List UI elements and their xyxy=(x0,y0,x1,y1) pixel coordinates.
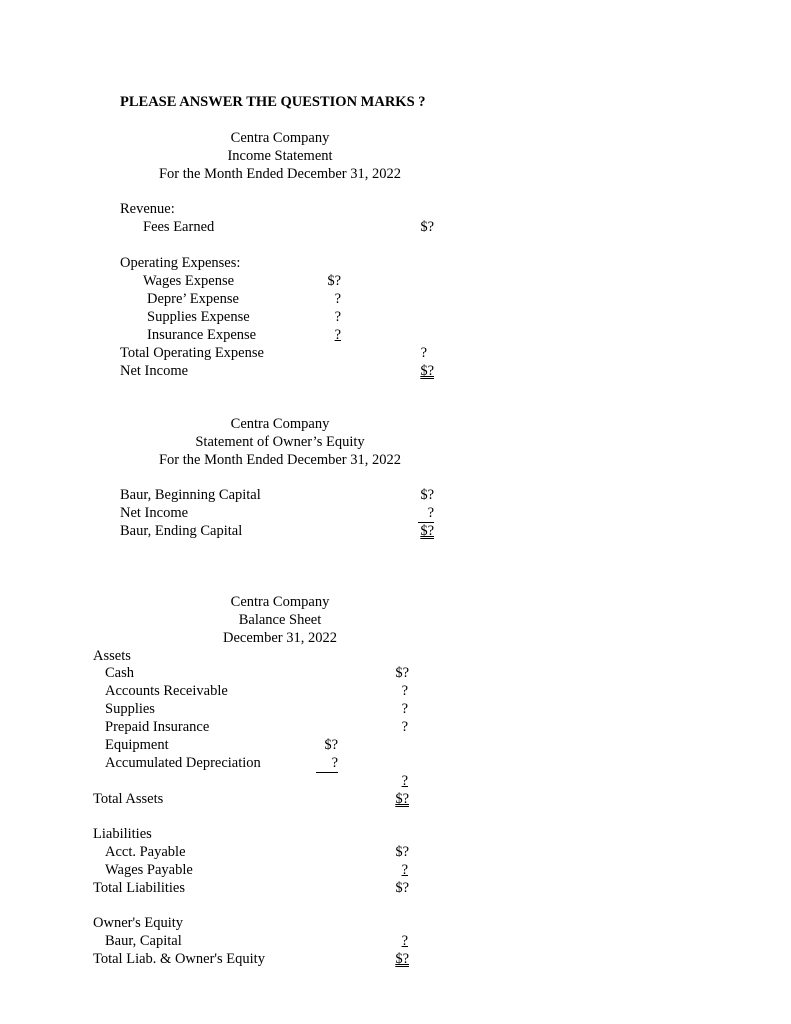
oe-company: Centra Company xyxy=(230,416,330,432)
bs-total-liabilities-label: Total Liabilities xyxy=(93,880,186,896)
bs-title: Balance Sheet xyxy=(238,612,322,628)
bs-wages-payable-value: ? xyxy=(401,862,408,878)
is-supplies-label: Supplies Expense xyxy=(147,309,250,325)
is-fees-earned-label: Fees Earned xyxy=(143,219,215,235)
bs-company: Centra Company xyxy=(230,594,330,610)
bs-accum-value: ? xyxy=(316,754,338,773)
is-supplies-value: ? xyxy=(334,309,341,325)
bs-accum-value-wrap xyxy=(290,754,338,773)
is-net-income-value: $? xyxy=(420,363,434,379)
bs-ar-label: Accounts Receivable xyxy=(105,683,228,699)
bs-total-assets-wrap xyxy=(360,790,409,808)
bs-cash-label: Cash xyxy=(105,665,134,681)
is-company: Centra Company xyxy=(230,130,330,146)
is-depre-value: ? xyxy=(334,291,341,307)
bs-prepaid-label: Prepaid Insurance xyxy=(105,719,210,735)
is-title: Income Statement xyxy=(227,148,333,164)
is-total-opex-value: ? xyxy=(420,345,427,361)
page-heading: PLEASE ANSWER THE QUESTION MARKS ? xyxy=(120,94,426,110)
is-period: For the Month Ended December 31, 2022 xyxy=(158,166,402,182)
bs-total-liab-oe-wrap xyxy=(360,950,409,968)
is-opex-label: Operating Expenses: xyxy=(120,255,241,271)
bs-prepaid-value: ? xyxy=(401,719,408,735)
bs-owners-equity-label: Owner's Equity xyxy=(93,915,184,931)
bs-capital-value: ? xyxy=(401,933,408,949)
bs-equipment-label: Equipment xyxy=(105,737,169,753)
is-depre-label: Depre’ Expense xyxy=(147,291,239,307)
is-insurance-label: Insurance Expense xyxy=(147,327,257,343)
bs-accum-label: Accumulated Depreciation xyxy=(105,755,261,771)
oe-ending-label: Baur, Ending Capital xyxy=(120,523,243,539)
bs-total-liabilities-value: $? xyxy=(395,880,409,896)
oe-net-income-value-wrap xyxy=(384,504,434,523)
is-wages-label: Wages Expense xyxy=(143,273,235,289)
oe-beginning-label: Baur, Beginning Capital xyxy=(120,487,261,503)
is-wages-value: $? xyxy=(327,273,341,289)
bs-ar-value: ? xyxy=(401,683,408,699)
oe-period: For the Month Ended December 31, 2022 xyxy=(158,452,402,468)
oe-beginning-value: $? xyxy=(420,487,434,503)
bs-ap-label: Acct. Payable xyxy=(105,844,186,860)
bs-capital-wrap xyxy=(360,932,408,950)
bs-liabilities-label: Liabilities xyxy=(93,826,152,842)
bs-net-equipment-wrap xyxy=(360,772,408,790)
is-fees-earned-value: $? xyxy=(420,219,434,235)
bs-net-equipment-value: ? xyxy=(401,773,408,789)
is-net-income-value-wrap xyxy=(384,362,434,380)
bs-equipment-value: $? xyxy=(324,737,338,753)
oe-title: Statement of Owner’s Equity xyxy=(195,434,365,450)
bs-total-assets-label: Total Assets xyxy=(93,791,164,807)
bs-total-assets-value: $? xyxy=(395,791,409,807)
bs-capital-label: Baur, Capital xyxy=(105,933,182,949)
oe-ending-value-wrap xyxy=(384,522,434,540)
bs-wages-payable-wrap xyxy=(360,861,408,879)
bs-date: December 31, 2022 xyxy=(223,630,337,646)
is-total-opex-label: Total Operating Expense xyxy=(120,345,264,361)
bs-assets-label: Assets xyxy=(93,648,131,664)
bs-ap-value: $? xyxy=(395,844,409,860)
oe-net-income-value: ? xyxy=(418,504,434,523)
is-revenue-label: Revenue: xyxy=(120,201,175,217)
oe-net-income-label: Net Income xyxy=(120,505,189,521)
bs-total-liab-oe-label: Total Liab. & Owner's Equity xyxy=(93,951,265,967)
is-net-income-label: Net Income xyxy=(120,363,189,379)
bs-wages-payable-label: Wages Payable xyxy=(105,862,193,878)
oe-ending-value: $? xyxy=(420,523,434,539)
bs-total-liab-oe-value: $? xyxy=(395,951,409,967)
bs-cash-value: $? xyxy=(395,665,409,681)
is-insurance-value: ? xyxy=(334,327,341,343)
bs-supplies-value: ? xyxy=(401,701,408,717)
bs-supplies-label: Supplies xyxy=(105,701,155,717)
is-insurance-value-wrap xyxy=(300,326,341,344)
